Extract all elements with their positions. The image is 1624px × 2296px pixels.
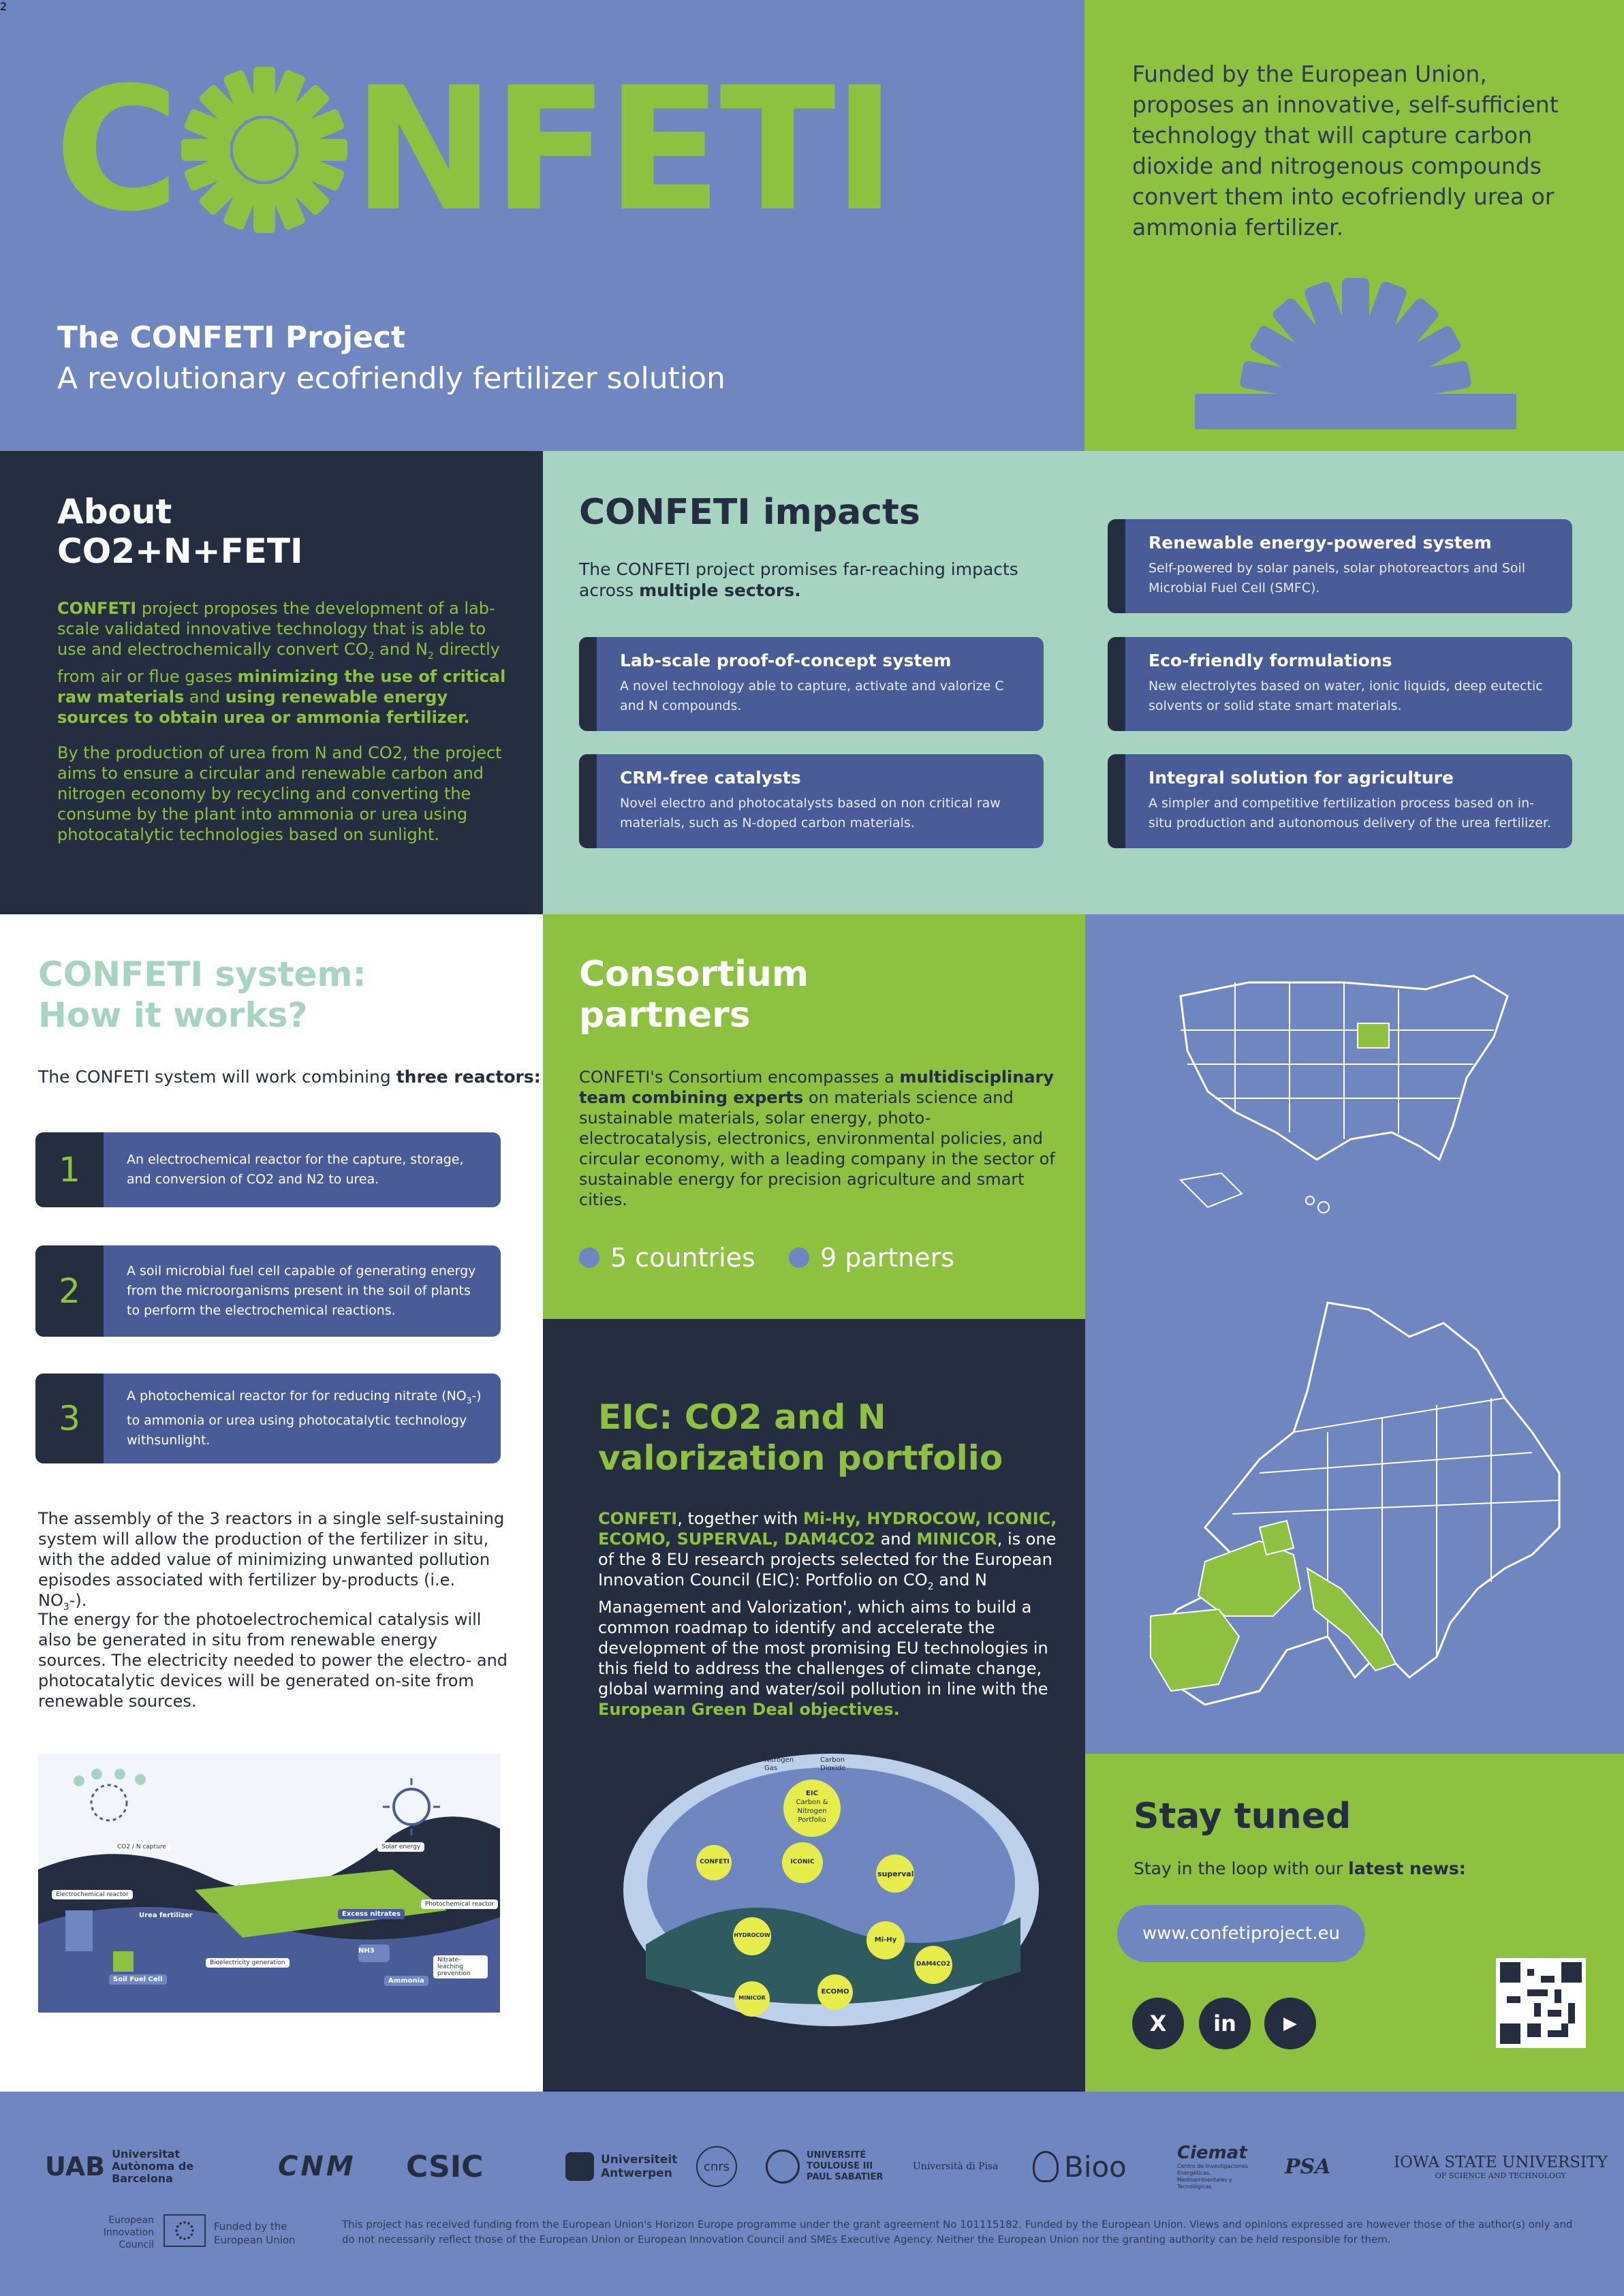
- impact-card-title: Eco-friendly formulations: [1149, 651, 1392, 670]
- diagram-label-ammonia: Ammonia: [384, 1976, 428, 1986]
- impact-card-desc: A novel technology able to capture, activate and valorize C and N compounds.: [620, 679, 1004, 713]
- logo-iowa: [1394, 2139, 1608, 2194]
- impacts-intro-bold: multiple sectors.: [639, 580, 801, 600]
- impact-card-desc: Novel electro and photocatalysts based on non critical raw materials, such as N-doped carbon materials.: [620, 796, 1001, 831]
- cnrs-mark: cnrs: [696, 2146, 737, 2187]
- europe-map-icon: [1123, 1296, 1587, 1732]
- eic-minicor: MINICOR: [916, 1530, 997, 1549]
- consortium-bold: multidisciplinary team combining experts: [579, 1068, 1055, 1107]
- about-heading-line-2: CO2+N+FETI: [57, 531, 303, 571]
- consortium-heading-line-1: Consortium: [579, 954, 809, 995]
- diagram-label-excess: Excess nitrates: [338, 1909, 405, 1919]
- portfolio-label-nitrogen: Nitrogen Gas: [764, 1756, 794, 1772]
- stay-tuned-heading: Stay tuned: [1134, 1796, 1352, 1837]
- bullet-dot-icon: [579, 1247, 599, 1268]
- eic-sub: 2: [927, 1581, 934, 1592]
- eic-heading-line-2: valorization portfolio: [598, 1438, 1003, 1478]
- website-link-button[interactable]: www.confetiproject.eu: [1117, 1905, 1365, 1962]
- project-title: The CONFETI Project: [57, 320, 406, 355]
- logo-letters-nfeti: NFETI: [352, 50, 894, 249]
- footer-section: [0, 2092, 1624, 2296]
- eic-heading: [598, 1397, 1003, 1478]
- reactor-desc-b: -) to ammonia or urea using photocatalytic technology withsunlight.: [127, 1389, 482, 1448]
- impact-card-title: CRM-free catalysts: [620, 768, 801, 788]
- system-diagram: [38, 1754, 500, 2013]
- portfolio-ecomo: ECOMO: [821, 1988, 849, 1996]
- bioo-name: Bioo: [1064, 2150, 1127, 2184]
- consortium-paragraph: [579, 1067, 1056, 1210]
- impact-card-integral: [1108, 754, 1572, 848]
- funded-text: Funded by the European Union, proposes an innovative, self-sufficient technology that will capture carbon dioxide and nitrogenous compounds convert them into ecofriendly urea or ammonia fertilizer.: [1132, 61, 1559, 241]
- portfolio-confeti: CONFETI: [700, 1859, 730, 1865]
- impact-card-title: Renewable energy-powered system: [1149, 533, 1492, 553]
- card-accent-bar: [1108, 519, 1125, 613]
- system-p2-text: The assembly of the 3 reactors in a single self-sustaining system will allow the production of the fertilizer in situ, with the added value of minimizing unwanted pollution episodes associated with fertilizer by-products (i.e. NO: [38, 1509, 505, 1610]
- about-heading-line-1: About: [57, 492, 172, 531]
- eic-confeti: CONFETI: [598, 1509, 678, 1528]
- portfolio-dam: DAM4CO2: [916, 1961, 951, 1968]
- eic-text-d: and N Management and Valorization', which aims to build a common roadmap to identify and accelerate the development of the most promising EU technologies in this field to address the challenges of climate change, global warming and water/soil pollution in line with the: [598, 1570, 1048, 1698]
- half-sun-icon: [1192, 273, 1519, 429]
- system-diagram-art: [38, 1754, 500, 2013]
- system-paragraph-2: [38, 1508, 508, 1617]
- eu-stars: [168, 2218, 201, 2243]
- portfolio-iconic: ICONIC: [790, 1859, 815, 1865]
- antwerpen-mark-icon: [565, 2152, 594, 2181]
- sun-burst-icon: [179, 65, 349, 235]
- portfolio-hydrocow: HYDROCOW: [734, 1932, 770, 1938]
- card-accent-bar: [579, 637, 597, 731]
- eic-portfolio-diagram: [619, 1747, 1044, 2033]
- qr-code-pattern: [1500, 1962, 1582, 2044]
- impact-card-eco-friendly: [1108, 637, 1572, 731]
- about-p1-bold-a: minimizing the use of critical raw materials: [57, 666, 506, 707]
- about-p1-sub-1: 2: [368, 650, 375, 662]
- impact-card-desc: A simpler and competitive fertilization process based on in-situ production and autonomous delivery of the urea fertilizer.: [1149, 796, 1552, 831]
- bullet-dot-icon: [789, 1247, 809, 1268]
- logo-uab: [45, 2139, 207, 2194]
- diagram-label-urea: Urea fertilizer: [135, 1910, 197, 1921]
- portfolio-center-1: EIC: [806, 1790, 818, 1797]
- eic-text-b: and: [875, 1530, 917, 1549]
- logo-ciemat: [1177, 2139, 1259, 2194]
- about-paragraph-1: [57, 598, 507, 728]
- consortium-text-a: CONFETI's Consortium encompasses a: [579, 1068, 900, 1087]
- ciemat-sub: Centro de Investigaciones Energéticas, Medioambientales y Tecnológicas: [1177, 2163, 1249, 2190]
- about-heading: [57, 492, 303, 571]
- stay-text-bold: latest news:: [1348, 1859, 1466, 1878]
- iowa-name: IOWA STATE UNIVERSITY: [1394, 2153, 1608, 2171]
- toulouse-name: UNIVERSITÉ TOULOUSE III PAUL SABATIER: [807, 2150, 884, 2182]
- about-p1-text-a: project proposes the development of a lab-scale validated innovative technology that is able to use and electrochemically convert CO: [57, 599, 495, 659]
- diagram-label-bio: Bioelectricity generation: [206, 1958, 290, 1968]
- stat-countries-text: 5 countries: [610, 1243, 755, 1273]
- logo-csic: CSIC: [406, 2149, 484, 2184]
- logo-cnm: CNM: [278, 2151, 356, 2182]
- logo-cnrs: [696, 2139, 737, 2194]
- about-p1-text-d: and: [184, 687, 225, 707]
- disclaimer-text: This project has received funding from the European Union's Horizon Europe programme under the grant agreement No 101115182. Funded by the European Union. Views and opinions expressed are however those of the author(s) only and do not necessarily reflect those of the European Union or European Innovation Council and SMEs Executive Agency. Neither the European Union nor the granting authority can be held responsible for them.: [342, 2218, 1573, 2246]
- system-intro-text: The CONFETI system will work combining: [38, 1067, 396, 1087]
- card-accent-bar: [579, 754, 597, 848]
- reactor-desc: An electrochemical reactor for the capture, storage, and conversion of CO2 and N2 to urea.: [127, 1152, 464, 1187]
- eic-projects: Mi-Hy, HYDROCOW, ICONIC, ECOMO, SUPERVAL, DAM4CO2: [598, 1509, 1057, 1549]
- diagram-label-nh3: NH3: [358, 1947, 375, 1955]
- maps-section: [1085, 914, 1624, 1754]
- logo-bioo: [1033, 2139, 1127, 2194]
- diagram-label-capture: CO2 / N capture: [113, 1842, 170, 1852]
- impacts-heading: CONFETI impacts: [579, 492, 920, 533]
- impact-card-lab-scale: [579, 637, 1044, 731]
- uab-name: Universitat Autònoma de Barcelona: [112, 2147, 194, 2185]
- portfolio-center: [786, 1789, 838, 1825]
- system-paragraph-3: The energy for the photoelectrochemical catalysis will also be generated in situ from renewable energy sources. The electricity needed to power the electro- and photocatalytic devices will be generated on-site from renewable sources.: [38, 1610, 508, 1711]
- uab-mark: UAB: [45, 2152, 106, 2182]
- logo-letter-c: C: [54, 50, 177, 249]
- eic-heading-line-1: EIC: CO2 and N: [598, 1397, 886, 1437]
- stay-tuned-text: [1134, 1859, 1466, 1878]
- consortium-heading: [579, 954, 809, 1036]
- eic-label: European Innovation Council: [103, 2215, 154, 2250]
- card-accent-bar: [1108, 637, 1125, 731]
- partner-logos: [0, 2139, 1624, 2194]
- reactor-desc: A soil microbial fuel cell capable of generating energy from the microorganisms present in the soil of plants to perform the electrochemical reactions.: [127, 1263, 476, 1318]
- reactor-card-2: [35, 1245, 501, 1337]
- reactor-desc-a: A photochemical reactor for for reducing nitrate (NO: [127, 1389, 467, 1404]
- diagram-label-nitrate: Nitrate-leaching prevention: [433, 1955, 488, 1979]
- funded-section: [1084, 0, 1624, 451]
- about-p1-confeti: CONFETI: [57, 599, 137, 618]
- eu-flag-icon: [163, 2214, 206, 2247]
- logo-psa: PSA: [1285, 2154, 1331, 2179]
- ciemat-name: Ciemat: [1177, 2143, 1247, 2163]
- about-p1-bold-b: using renewable energy sources to obtain urea or ammonia fertilizer.: [57, 687, 470, 727]
- about-p1-text-c: directly from air or flue gases: [57, 640, 500, 686]
- portfolio-superval: superval: [877, 1870, 914, 1878]
- reactor-card-1: [35, 1132, 501, 1207]
- diagram-label-electro: Electrochemical reactor: [52, 1890, 133, 1899]
- impacts-intro: [579, 559, 1042, 601]
- eic-paragraph: [598, 1508, 1061, 1720]
- system-p2-end: -).: [69, 1591, 87, 1610]
- project-subtitle: A revolutionary ecofriendly fertilizer solution: [57, 361, 725, 396]
- about-paragraph-2: By the production of urea from N and CO2, the project aims to ensure a circular and renewable carbon and nitrogen economy by recycling and converting the consume by the plant into ammonia or urea using photocatalytic technologies based on sunlight.: [57, 743, 502, 844]
- toulouse-mark-icon: [766, 2150, 800, 2184]
- eic-text-c: , is one of the 8 EU research projects selected for the European Innovation Council (EIC): Portfolio on CO: [598, 1530, 1057, 1589]
- portfolio-label-carbon: Carbon Dioxide: [820, 1756, 846, 1772]
- system-intro: [38, 1067, 541, 1087]
- x-icon[interactable]: X: [1132, 1998, 1184, 2049]
- stat-partners: [789, 1243, 954, 1273]
- eu-funded-label: Funded by the European Union: [214, 2220, 296, 2246]
- header-section: [0, 0, 1084, 451]
- impact-card-title: Lab-scale proof-of-concept system: [620, 651, 952, 670]
- reactor-number: 2: [35, 1245, 104, 1337]
- consortium-heading-line-2: partners: [579, 995, 751, 1036]
- system-heading-line-2: How it works?: [38, 995, 308, 1035]
- diagram-label-soil: Soil Fuel Cell: [109, 1974, 167, 1985]
- system-heading: [38, 954, 366, 1036]
- system-p2-sub: 3: [63, 1601, 69, 1613]
- eic-text-a: , together with: [677, 1509, 803, 1528]
- bioo-bulb-icon: [1033, 2151, 1059, 2182]
- logo-subscript: 2: [0, 0, 7, 13]
- impact-card-desc: New electrolytes based on water, ionic liquids, deep eutectic solvents or solid state smart materials.: [1149, 679, 1543, 713]
- card-accent-bar: [1108, 754, 1125, 848]
- usa-map-icon: [1167, 955, 1521, 1221]
- youtube-icon[interactable]: ▶: [1264, 1998, 1316, 2049]
- portfolio-minicor: MINICOR: [738, 1995, 766, 2001]
- system-intro-bold: three reactors:: [396, 1067, 541, 1087]
- stat-partners-text: 9 partners: [820, 1243, 955, 1273]
- about-p1-text-b: and N: [374, 640, 428, 659]
- iowa-sub: OF SCIENCE AND TECHNOLOGY: [1435, 2171, 1566, 2180]
- eic-green-deal: European Green Deal objectives.: [598, 1699, 900, 1719]
- portfolio-mihy: Mi-Hy: [874, 1936, 897, 1944]
- reactor-number: 3: [35, 1374, 104, 1463]
- impacts-intro-text: The CONFETI project promises far-reaching impacts across: [579, 559, 1018, 600]
- portfolio-center-2: Carbon & Nitrogen: [796, 1799, 828, 1815]
- reactor-card-3: [35, 1374, 501, 1463]
- portfolio-center-3: Portfolio: [798, 1816, 826, 1824]
- about-p1-sub-2: 2: [427, 650, 434, 662]
- linkedin-icon[interactable]: in: [1199, 1998, 1251, 2049]
- stay-text-a: Stay in the loop with our: [1134, 1859, 1349, 1878]
- diagram-label-photo: Photochemical reactor: [421, 1899, 498, 1909]
- diagram-label-solar: Solar energy: [377, 1842, 424, 1852]
- reactor-desc-sub: 3: [466, 1395, 472, 1406]
- system-heading-line-1: CONFETI system:: [38, 955, 366, 994]
- logo-toulouse: [766, 2139, 888, 2194]
- logo-pisa: Università di Pisa: [913, 2161, 999, 2172]
- reactor-desc: [127, 1386, 487, 1450]
- qr-code-icon[interactable]: [1496, 1958, 1586, 2048]
- impact-card-crm-free: [579, 754, 1044, 848]
- stat-countries: [579, 1243, 755, 1273]
- confeti-logo: [54, 50, 894, 249]
- impact-card-renewable: [1108, 519, 1572, 613]
- reactor-number: 1: [35, 1132, 104, 1207]
- consortium-text-b: on materials science and sustainable materials, solar energy, photo-electrocatalysis, electronics, environmental policies, and circular economy, with a leading company in the sector of sustainable energy for precision agriculture and smart cities.: [579, 1088, 1055, 1209]
- antwerpen-name: Universiteit Antwerpen: [601, 2153, 678, 2180]
- logo-antwerpen: [565, 2139, 676, 2194]
- impact-card-title: Integral solution for agriculture: [1149, 768, 1454, 788]
- impact-card-desc: Self-powered by solar panels, solar photoreactors and Soil Microbial Fuel Cell (SMFC).: [1149, 561, 1526, 595]
